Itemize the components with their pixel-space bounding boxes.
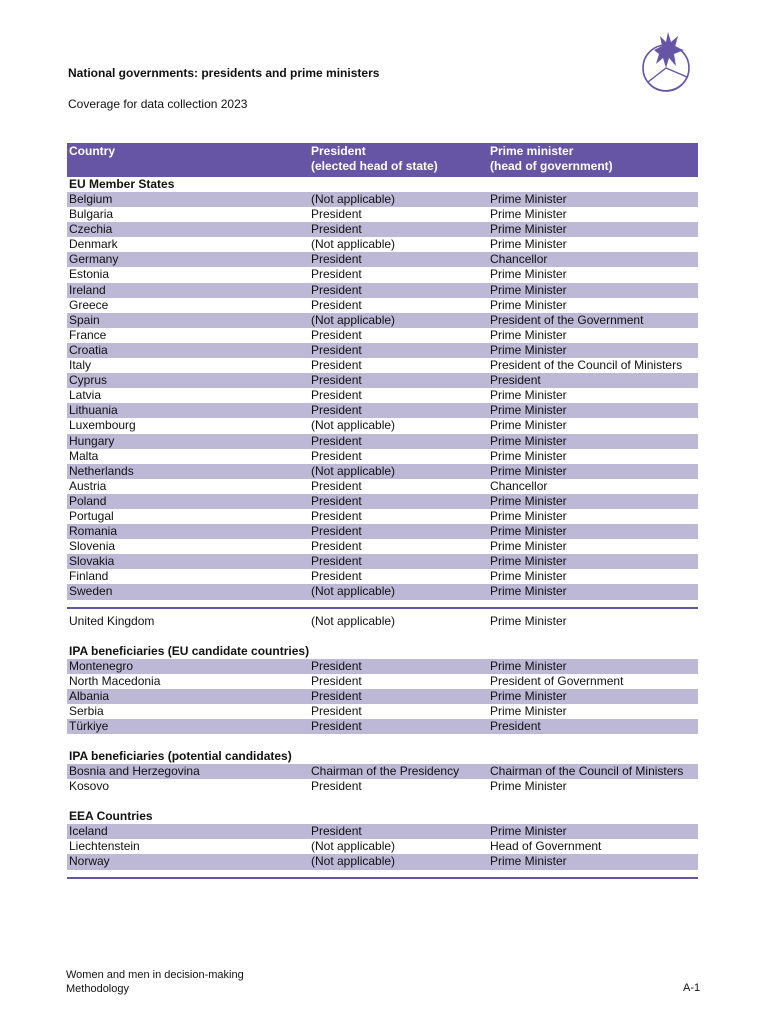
table-row <box>67 569 698 584</box>
president-cell: President <box>311 493 362 508</box>
table-row <box>67 524 698 539</box>
country-cell: Greece <box>69 297 109 312</box>
country-cell: Poland <box>69 493 107 508</box>
president-cell: (Not applicable) <box>311 584 396 599</box>
president-cell: President <box>311 373 362 388</box>
president-cell: President <box>311 297 362 312</box>
country-cell: Latvia <box>69 388 102 403</box>
table-row <box>67 674 698 689</box>
prime-minister-cell: Prime Minister <box>490 433 567 448</box>
prime-minister-cell: Chairman of the Council of Ministers <box>490 764 684 779</box>
header-president-line2: (elected head of state) <box>311 159 438 173</box>
table-row <box>67 824 698 839</box>
table-row <box>67 343 698 358</box>
country-cell: Germany <box>69 252 119 267</box>
table-row <box>67 222 698 237</box>
prime-minister-cell: Prime Minister <box>490 327 567 342</box>
president-cell: President <box>311 327 362 342</box>
prime-minister-cell: President of Government <box>490 673 624 688</box>
country-cell: Slovakia <box>69 554 115 569</box>
prime-minister-cell: Prime Minister <box>490 418 567 433</box>
country-cell: Lithuania <box>69 403 118 418</box>
table-row <box>67 313 698 328</box>
country-cell: Croatia <box>69 342 108 357</box>
footer-line1: Women and men in decision-making <box>66 969 244 981</box>
country-cell: Albania <box>69 688 110 703</box>
president-cell: (Not applicable) <box>311 312 396 327</box>
prime-minister-cell: Prime Minister <box>490 539 567 554</box>
prime-minister-cell: Prime Minister <box>490 207 567 222</box>
table-row <box>67 704 698 719</box>
table-row <box>67 418 698 433</box>
country-cell: Iceland <box>69 824 108 839</box>
prime-minister-cell: Prime Minister <box>490 554 567 569</box>
header-country: Country <box>69 144 115 158</box>
country-cell: Netherlands <box>69 463 134 478</box>
prime-minister-cell: Prime Minister <box>490 658 567 673</box>
president-cell: President <box>311 673 362 688</box>
country-cell: Portugal <box>69 508 114 523</box>
country-cell: France <box>69 327 107 342</box>
country-cell: Bosnia and Herzegovina <box>69 764 200 779</box>
prime-minister-cell: Prime Minister <box>490 508 567 523</box>
prime-minister-cell: Prime Minister <box>490 192 567 206</box>
table-row <box>67 237 698 252</box>
prime-minister-cell: Prime Minister <box>490 703 567 718</box>
country-cell: Belgium <box>69 192 113 206</box>
table-row <box>67 388 698 403</box>
table-row <box>67 839 698 854</box>
president-cell: (Not applicable) <box>311 192 396 206</box>
prime-minister-cell: Prime Minister <box>490 448 567 463</box>
table-row <box>67 539 698 554</box>
president-cell: (Not applicable) <box>311 854 396 869</box>
table-row <box>67 192 698 207</box>
table-row <box>67 509 698 524</box>
country-cell: Luxembourg <box>69 418 136 433</box>
prime-minister-cell: Prime Minister <box>490 237 567 252</box>
president-cell: President <box>311 508 362 523</box>
header-president <box>310 144 489 177</box>
president-cell: President <box>311 524 362 539</box>
country-cell: North Macedonia <box>69 673 161 688</box>
header-prime-minister <box>489 144 698 177</box>
president-cell: (Not applicable) <box>311 463 396 478</box>
president-cell: (Not applicable) <box>311 418 396 433</box>
prime-minister-cell: President <box>490 373 541 388</box>
page-subtitle: Coverage for data collection 2023 <box>68 97 248 111</box>
president-cell: President <box>311 433 362 448</box>
president-cell: President <box>311 222 362 237</box>
country-cell: Finland <box>69 569 109 584</box>
country-cell: Malta <box>69 448 99 463</box>
prime-minister-cell: President of the Council of Ministers <box>490 358 683 373</box>
table-row <box>67 779 698 794</box>
president-cell: President <box>311 403 362 418</box>
president-cell: President <box>311 688 362 703</box>
table-row <box>67 267 698 282</box>
country-cell: Türkiye <box>69 719 109 733</box>
prime-minister-cell: President of the Government <box>490 312 644 327</box>
country-cell: Montenegro <box>69 658 134 673</box>
prime-minister-cell: Prime Minister <box>490 824 567 839</box>
table-row <box>67 479 698 494</box>
president-cell: (Not applicable) <box>311 613 396 628</box>
president-cell: President <box>311 388 362 403</box>
page-title: National governments: presidents and prime ministers <box>68 66 380 80</box>
table-row <box>67 554 698 569</box>
prime-minister-cell: Prime Minister <box>490 342 567 357</box>
table-header <box>67 143 698 177</box>
table-row <box>67 373 698 388</box>
country-cell: Italy <box>69 358 92 373</box>
table-row <box>67 614 698 629</box>
table-row <box>67 764 698 779</box>
prime-minister-cell: Chancellor <box>490 478 548 493</box>
prime-minister-cell: Prime Minister <box>490 222 567 237</box>
country-cell: Czechia <box>69 222 113 237</box>
prime-minister-cell: Head of Government <box>490 839 602 854</box>
prime-minister-cell: Prime Minister <box>490 267 567 282</box>
country-cell: Liechtenstein <box>69 839 140 854</box>
table-row <box>67 854 698 869</box>
prime-minister-cell: Prime Minister <box>490 463 567 478</box>
country-cell: Norway <box>69 854 110 869</box>
country-cell: Romania <box>69 524 118 539</box>
table-row <box>67 283 698 298</box>
footer-publication <box>66 968 244 996</box>
president-cell: Chairman of the Presidency <box>311 764 460 779</box>
table-row <box>67 719 698 734</box>
prime-minister-cell: Prime Minister <box>490 388 567 403</box>
header-pm-line1: Prime minister <box>490 144 574 158</box>
data-table <box>67 143 698 879</box>
prime-minister-cell: President <box>490 719 541 733</box>
header-pm-line2: (head of government) <box>490 159 613 173</box>
prime-minister-cell: Prime Minister <box>490 493 567 508</box>
president-cell: President <box>311 342 362 357</box>
table-row <box>67 403 698 418</box>
header-president-line1: President <box>311 144 366 158</box>
country-cell: Sweden <box>69 584 113 599</box>
prime-minister-cell: Prime Minister <box>490 524 567 539</box>
president-cell: President <box>311 478 362 493</box>
table-row <box>67 659 698 674</box>
table-row <box>67 584 698 599</box>
table-row <box>67 689 698 704</box>
country-cell: United Kingdom <box>69 613 155 628</box>
prime-minister-cell: Prime Minister <box>490 403 567 418</box>
country-cell: Kosovo <box>69 779 110 794</box>
country-cell: Slovenia <box>69 539 116 554</box>
country-cell: Serbia <box>69 703 104 718</box>
country-cell: Hungary <box>69 433 115 448</box>
country-cell: Cyprus <box>69 373 108 388</box>
prime-minister-cell: Prime Minister <box>490 282 567 297</box>
table-row <box>67 252 698 267</box>
prime-minister-cell: Prime Minister <box>490 688 567 703</box>
table-body <box>67 177 698 879</box>
prime-minister-cell: Prime Minister <box>490 854 567 869</box>
table-row <box>67 494 698 509</box>
country-cell: Spain <box>69 312 100 327</box>
president-cell: President <box>311 569 362 584</box>
country-cell: Estonia <box>69 267 110 282</box>
president-cell: President <box>311 207 362 222</box>
prime-minister-cell: Prime Minister <box>490 779 567 794</box>
president-cell: President <box>311 658 362 673</box>
prime-minister-cell: Prime Minister <box>490 297 567 312</box>
table-row <box>67 449 698 464</box>
president-cell: President <box>311 539 362 554</box>
president-cell: President <box>311 779 362 794</box>
table-row <box>67 298 698 313</box>
table-row <box>67 434 698 449</box>
logo-icon <box>640 28 692 92</box>
president-cell: President <box>311 252 362 267</box>
prime-minister-cell: Prime Minister <box>490 584 567 599</box>
footer-line2: Methodology <box>66 983 129 995</box>
table-row <box>67 464 698 479</box>
prime-minister-cell: Prime Minister <box>490 613 567 628</box>
president-cell: President <box>311 719 362 733</box>
prime-minister-cell: Prime Minister <box>490 569 567 584</box>
president-cell: President <box>311 554 362 569</box>
president-cell: President <box>311 448 362 463</box>
section-title: IPA beneficiaries (EU candidate countries) <box>69 643 310 658</box>
president-cell: President <box>311 703 362 718</box>
section-title: EU Member States <box>69 177 175 191</box>
president-cell: (Not applicable) <box>311 237 396 252</box>
country-cell: Bulgaria <box>69 207 114 222</box>
president-cell: President <box>311 824 362 839</box>
page-number: A-1 <box>683 982 701 994</box>
country-cell: Denmark <box>69 237 118 252</box>
president-cell: President <box>311 267 362 282</box>
section-title: IPA beneficiaries (potential candidates) <box>69 749 292 764</box>
table-row <box>67 207 698 222</box>
section-title: EEA Countries <box>69 809 153 824</box>
table-row <box>67 328 698 343</box>
bottom-rule <box>67 877 698 879</box>
country-cell: Ireland <box>69 282 106 297</box>
prime-minister-cell: Chancellor <box>490 252 548 267</box>
president-cell: President <box>311 282 362 297</box>
president-cell: (Not applicable) <box>311 839 396 854</box>
country-cell: Austria <box>69 478 107 493</box>
president-cell: President <box>311 358 362 373</box>
table-row <box>67 358 698 373</box>
